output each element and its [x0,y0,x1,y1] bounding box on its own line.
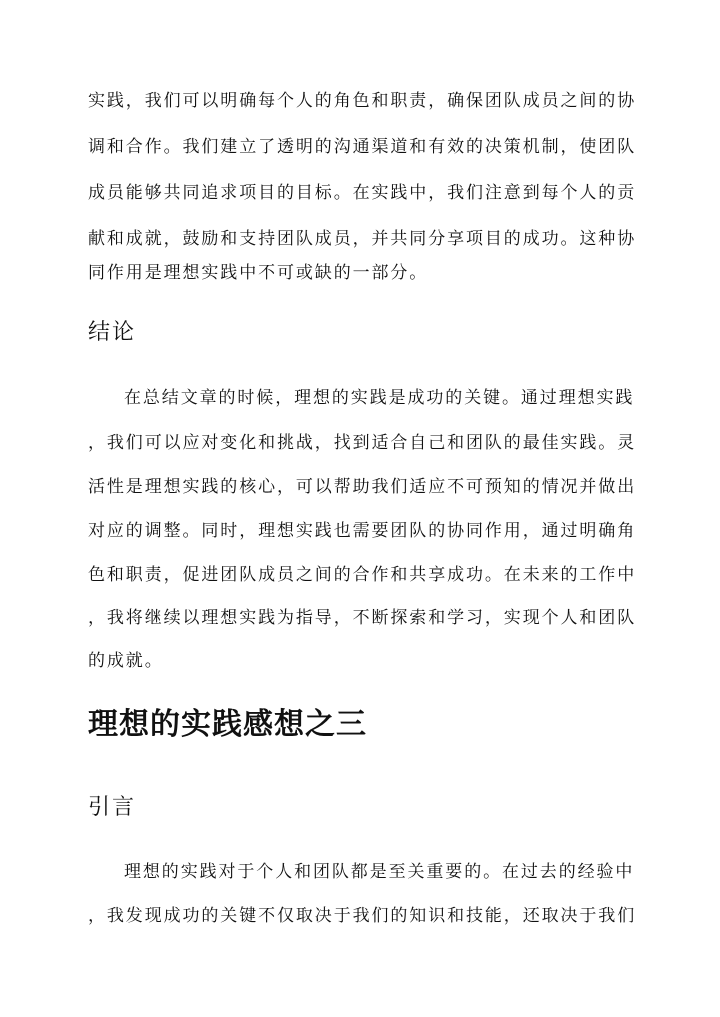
paragraph-line: 同作用是理想实践中不可或缺的一部分。 [88,263,429,283]
paragraph-line: 活性是理想实践的核心，可以帮助我们适应不可预知的情况并做出 [88,477,637,497]
paragraph-line: ，我们可以应对变化和挑战，找到适合自己和团队的最佳实践。灵 [88,433,637,453]
paragraph-line: ，我发现成功的关键不仅取决于我们的知识和技能，还取决于我们 [88,906,637,926]
paragraph-line: 对应的调整。同时，理想实践也需要团队的协同作用，通过明确角 [88,521,637,541]
paragraph-line: 调和合作。我们建立了透明的沟通渠道和有效的决策机制，使团队 [88,137,637,157]
conclusion-heading: 结论 [88,320,137,345]
paragraph-line: 色和职责，促进团队成员之间的合作和共享成功。在未来的工作中 [88,565,637,585]
paragraph-line: 理想的实践对于个人和团队都是至关重要的。在过去的经验中 [124,862,635,882]
chapter-title: 理想的实践感想之三 [88,707,367,742]
paragraph-line: 实践，我们可以明确每个人的角色和职责，确保团队成员之间的协 [88,91,637,111]
paragraph-line: 献和成就，鼓励和支持团队成员，并共同分享项目的成功。这种协 [88,229,637,249]
paragraph-line: 在总结文章的时候，理想的实践是成功的关键。通过理想实践 [124,388,635,408]
paragraph-line: ，我将继续以理想实践为指导，不断探索和学习，实现个人和团队 [88,608,637,628]
intro-heading: 引言 [88,795,137,820]
paragraph-line: 的成就。 [88,651,164,671]
paragraph-line: 成员能够共同追求项目的目标。在实践中，我们注意到每个人的贡 [88,183,637,203]
